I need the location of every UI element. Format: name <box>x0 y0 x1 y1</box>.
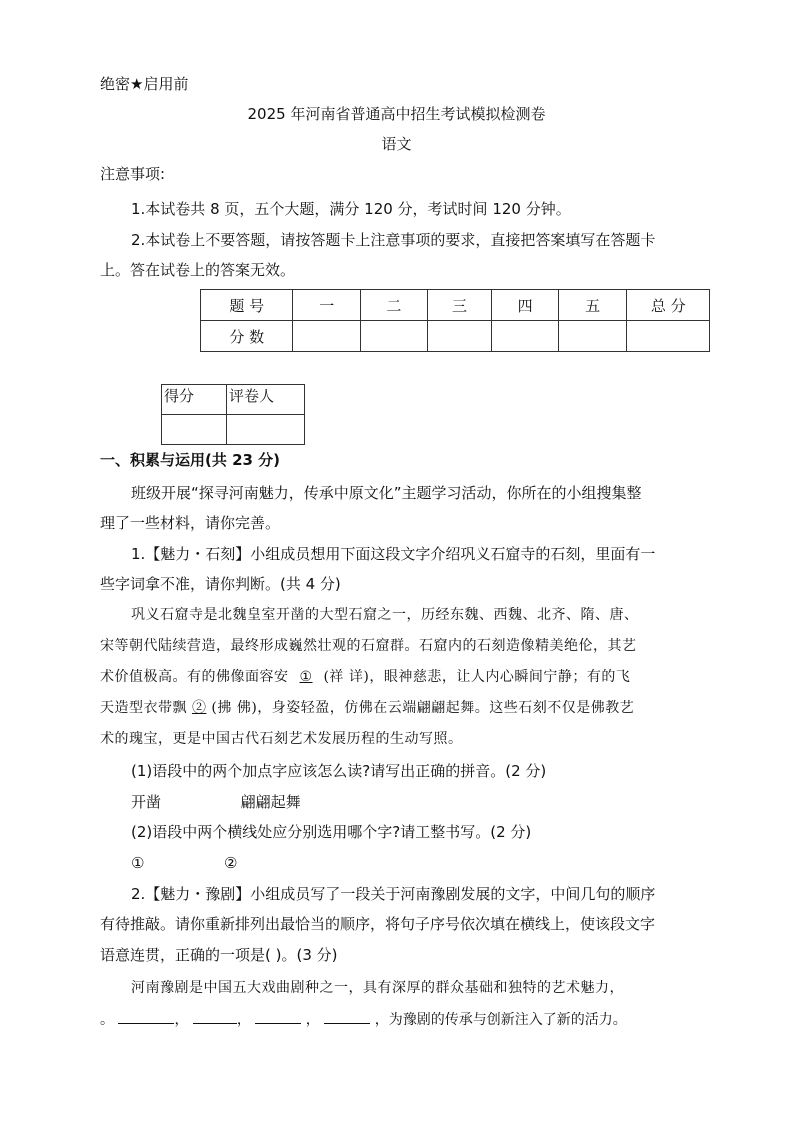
score-cell <box>293 321 361 352</box>
grader-table <box>161 384 305 445</box>
notes-label: 注意事项: <box>100 165 166 183</box>
score-header-cell: 五 <box>558 290 627 321</box>
answer-blank[interactable] <box>118 1009 174 1024</box>
grader-score-cell <box>162 415 227 445</box>
subject-title: 语文 <box>381 135 412 153</box>
score-table-header-row <box>201 290 710 321</box>
passage-line-1: 巩义石窟寺是北魏皇室开凿的大型石窟之一，历经东魏、西魏、北齐、隋、唐、 <box>131 607 639 623</box>
passage-line-5: 术的瑰宝，更是中国古代石刻艺术发展历程的生动写照。 <box>100 731 463 747</box>
score-cell <box>558 321 627 352</box>
note-1: 1.本试卷共 8 页，五个大题，满分 120 分，考试时间 120 分钟。 <box>131 200 571 218</box>
score-header-cell: 总 分 <box>627 290 710 321</box>
word-kaizao: 开凿 <box>131 793 162 811</box>
score-header-cell: 题 号 <box>201 290 293 321</box>
passage-line-4 <box>100 698 634 718</box>
question-1: 1.【魅力・石刻】小组成员想用下面这段文字介绍巩义石窟寺的石刻，里面有一 <box>131 545 656 563</box>
answer-blank[interactable] <box>324 1009 370 1024</box>
answer-mark-1: ① <box>131 854 145 872</box>
grader-blank-row <box>162 415 305 445</box>
sub-question-1-words <box>131 792 301 812</box>
note-2: 2.本试卷上不要答题，请按答题卡上注意事项的要求，直接把答案填写在答题卡 <box>131 231 656 249</box>
passage-yuju-line-1: 河南豫剧是中国五大戏曲剧种之一，具有深厚的群众基础和独特的艺术魅力， <box>131 980 624 996</box>
section-heading: 一、积累与运用(共 23 分) <box>100 451 281 469</box>
grader-name-label: 评卷人 <box>227 385 305 415</box>
passage-text: 术价值极高。有的佛像面容安 <box>100 669 289 685</box>
score-header-cell: 四 <box>492 290 559 321</box>
word-pianpianqiwu: 翩翩起舞 <box>240 793 301 811</box>
answer-blank[interactable] <box>255 1009 301 1024</box>
score-header-cell: 一 <box>293 290 361 321</box>
passage-yuju-line-2: 。 ， ， ， ，为豫剧的传承与创新注入了新的活力。 <box>100 1009 627 1030</box>
section-intro-continued: 理了一些材料，请你完善。 <box>100 514 281 532</box>
score-header-cell: 二 <box>361 290 428 321</box>
answer-mark-2: ② <box>224 854 238 872</box>
score-row-label: 分 数 <box>201 321 293 352</box>
score-cell <box>492 321 559 352</box>
sub-question-1: (1)语段中的两个加点字应该怎么读?请写出正确的拼音。(2 分) <box>131 762 547 780</box>
grader-name-cell <box>227 415 305 445</box>
period-mark: 。 <box>100 1012 114 1028</box>
score-table <box>200 289 710 352</box>
note-2-continued: 上。答在试卷上的答案无效。 <box>100 261 296 279</box>
question-2-continued-2: 语意连贯，正确的一项是( )。(3 分) <box>100 946 338 964</box>
grader-score-label: 得分 <box>162 385 227 415</box>
passage-text: 天造型衣带飘 <box>100 700 187 716</box>
question-2: 2.【魅力・豫剧】小组成员写了一段关于河南豫剧发展的文字，中间几句的顺序 <box>131 885 656 903</box>
sub-question-2: (2)语段中两个横线处应分别选用哪个字?请工整书写。(2 分) <box>131 823 532 841</box>
score-cell <box>627 321 710 352</box>
question-2-continued: 有待推敲。请你重新排列出最恰当的顺序，将句子序号依次填在横线上，使该段文字 <box>100 915 656 933</box>
confidential-label: 绝密★启用前 <box>100 75 189 93</box>
question-1-continued: 些字词拿不准，请你判断。(共 4 分) <box>100 575 341 593</box>
exam-title: 2025 年河南省普通高中招生考试模拟检测卷 <box>247 105 546 123</box>
score-header-cell: 三 <box>427 290 492 321</box>
sub-question-2-marks <box>131 853 237 873</box>
score-table-score-row <box>201 321 710 352</box>
passage-text: (拂 佛)，身姿轻盈，仿佛在云端翩翩起舞。这些石刻不仅是佛教艺 <box>211 700 635 716</box>
grader-header-row <box>162 385 305 415</box>
passage-line-3 <box>100 667 630 687</box>
score-cell <box>361 321 428 352</box>
answer-blank[interactable] <box>193 1009 237 1024</box>
blank-marker-1: ① <box>299 669 313 685</box>
passage-line-2: 宋等朝代陆续营造，最终形成巍然壮观的石窟群。石窟内的石刻造像精美绝伦，其艺 <box>100 638 637 654</box>
passage-text: ，为豫剧的传承与创新注入了新的活力。 <box>374 1012 627 1028</box>
passage-text: (祥 详)，眼神慈悲，让人内心瞬间宁静；有的飞 <box>323 669 631 685</box>
score-cell <box>427 321 492 352</box>
section-intro: 班级开展“探寻河南魅力，传承中原文化”主题学习活动，你所在的小组搜集整 <box>131 484 642 502</box>
blank-marker-2: ② <box>191 700 207 716</box>
